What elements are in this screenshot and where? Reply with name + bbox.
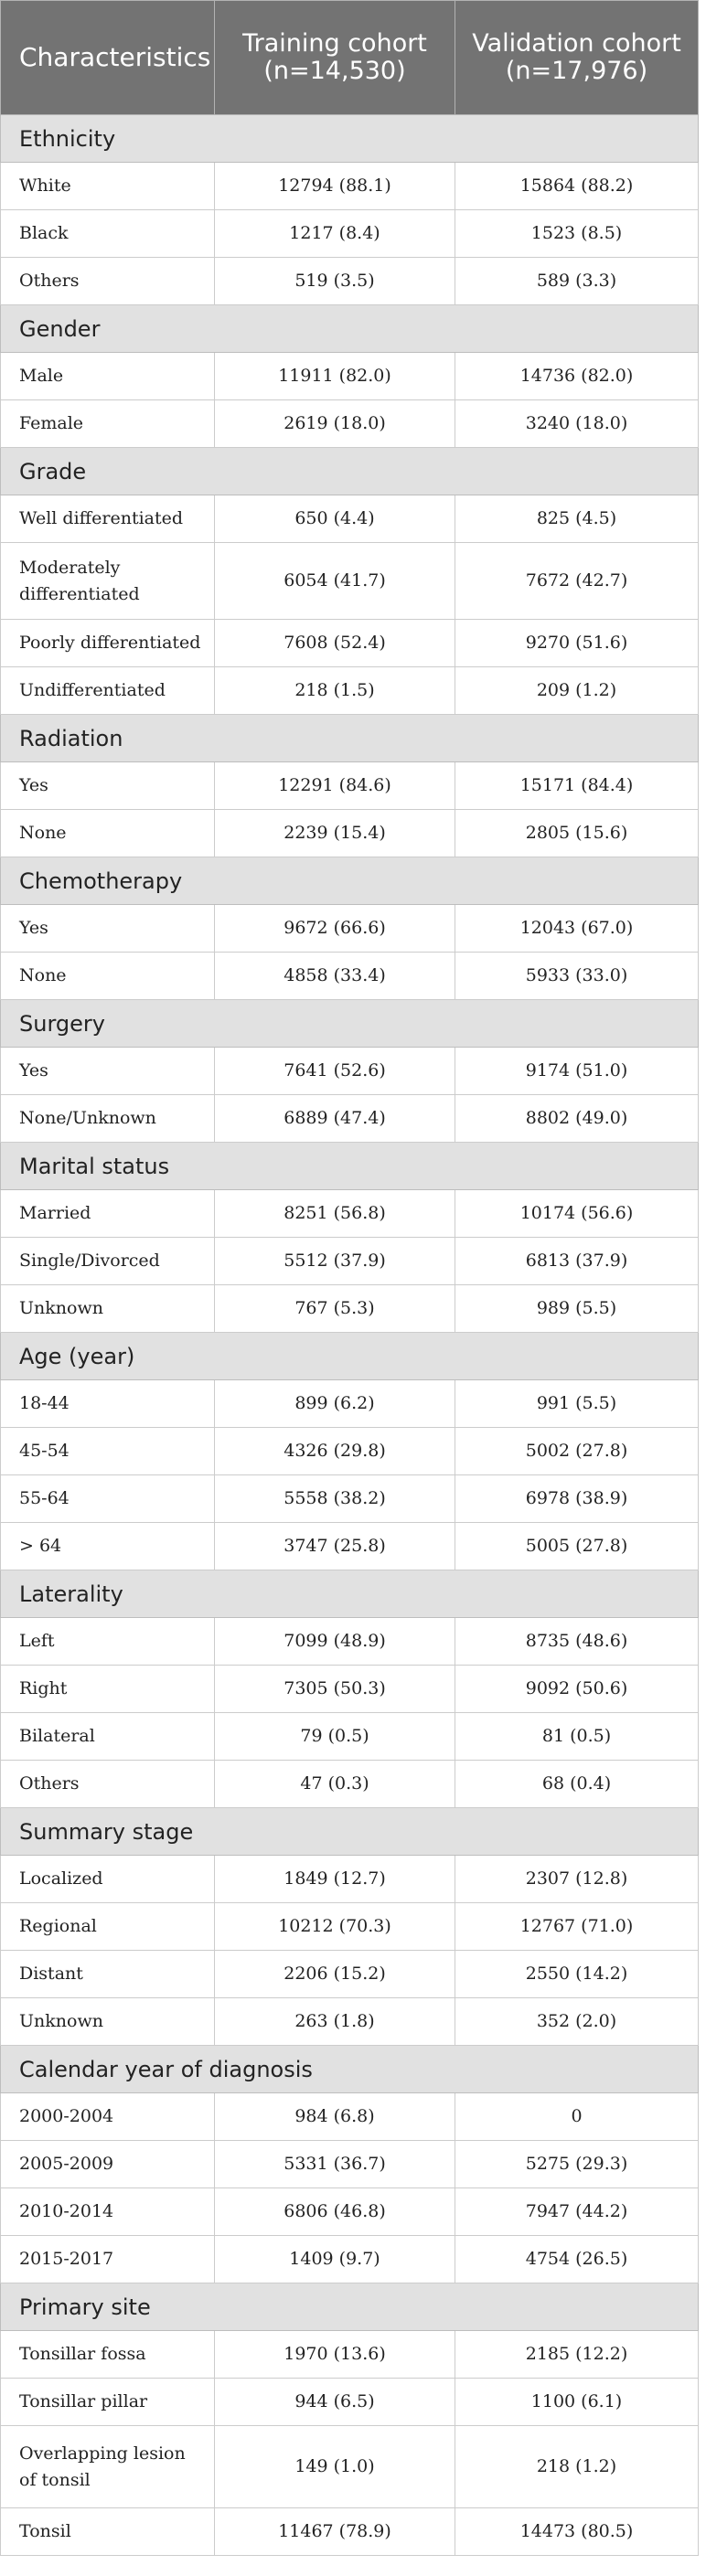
table-row <box>1 2379 699 2426</box>
table-row <box>1 620 699 667</box>
validation-value: 5002 (27.8) <box>455 1428 699 1475</box>
training-value: 263 (1.8) <box>215 1998 455 2046</box>
row-label: > 64 <box>1 1523 215 1570</box>
section-title: Radiation <box>1 715 699 762</box>
row-label: Left <box>1 1618 215 1666</box>
row-label: Tonsil <box>1 2508 215 2556</box>
section-title: Age (year) <box>1 1333 699 1380</box>
table-body <box>1 115 699 2556</box>
validation-value: 12767 (71.0) <box>455 1903 699 1951</box>
header-validation-cohort: Validation cohort (n=17,976) <box>455 1 699 115</box>
row-label: Others <box>1 258 215 305</box>
validation-value: 10174 (56.6) <box>455 1190 699 1238</box>
training-value: 4858 (33.4) <box>215 953 455 1000</box>
validation-value: 5933 (33.0) <box>455 953 699 1000</box>
section-title: Gender <box>1 305 699 353</box>
validation-value: 4754 (26.5) <box>455 2236 699 2283</box>
training-value: 1217 (8.4) <box>215 210 455 258</box>
training-value: 519 (3.5) <box>215 258 455 305</box>
table-row <box>1 1523 699 1570</box>
row-label: Yes <box>1 762 215 810</box>
training-value: 218 (1.5) <box>215 667 455 715</box>
section-header-row <box>1 305 699 353</box>
validation-value: 352 (2.0) <box>455 1998 699 2046</box>
validation-value: 991 (5.5) <box>455 1380 699 1428</box>
table-row <box>1 2188 699 2236</box>
table-row <box>1 1048 699 1095</box>
row-label: Tonsillar pillar <box>1 2379 215 2426</box>
table-row <box>1 2508 699 2556</box>
validation-value: 14473 (80.5) <box>455 2508 699 2556</box>
row-label: Localized <box>1 1856 215 1903</box>
training-value: 5512 (37.9) <box>215 1238 455 1285</box>
validation-value: 825 (4.5) <box>455 495 699 543</box>
row-label: 2000-2004 <box>1 2093 215 2141</box>
validation-value: 0 <box>455 2093 699 2141</box>
row-label: None <box>1 810 215 857</box>
validation-value: 2185 (12.2) <box>455 2331 699 2379</box>
table-row <box>1 1761 699 1808</box>
row-label: Overlapping lesion of tonsil <box>1 2426 215 2508</box>
section-header-row <box>1 448 699 495</box>
training-value: 1849 (12.7) <box>215 1856 455 1903</box>
training-value: 7305 (50.3) <box>215 1666 455 1713</box>
row-label: 45-54 <box>1 1428 215 1475</box>
table-row <box>1 163 699 210</box>
table-row <box>1 1666 699 1713</box>
row-label: White <box>1 163 215 210</box>
training-value: 7641 (52.6) <box>215 1048 455 1095</box>
training-value: 10212 (70.3) <box>215 1903 455 1951</box>
validation-value: 2307 (12.8) <box>455 1856 699 1903</box>
row-label: Undifferentiated <box>1 667 215 715</box>
training-value: 2619 (18.0) <box>215 400 455 448</box>
table-row <box>1 2331 699 2379</box>
row-label: 18-44 <box>1 1380 215 1428</box>
training-value: 984 (6.8) <box>215 2093 455 2141</box>
table-row <box>1 1285 699 1333</box>
training-value: 6806 (46.8) <box>215 2188 455 2236</box>
training-value: 944 (6.5) <box>215 2379 455 2426</box>
validation-value: 6978 (38.9) <box>455 1475 699 1523</box>
row-label: Black <box>1 210 215 258</box>
row-label: Yes <box>1 905 215 953</box>
table-row <box>1 1618 699 1666</box>
training-value: 1970 (13.6) <box>215 2331 455 2379</box>
table-row <box>1 495 699 543</box>
training-value: 899 (6.2) <box>215 1380 455 1428</box>
validation-value: 1523 (8.5) <box>455 210 699 258</box>
validation-value: 2805 (15.6) <box>455 810 699 857</box>
row-label: Moderately differentiated <box>1 543 215 620</box>
row-label: None <box>1 953 215 1000</box>
section-title: Chemotherapy <box>1 857 699 905</box>
training-value: 6889 (47.4) <box>215 1095 455 1143</box>
section-title: Laterality <box>1 1570 699 1618</box>
row-label: Single/Divorced <box>1 1238 215 1285</box>
section-header-row <box>1 1143 699 1190</box>
table-row <box>1 2236 699 2283</box>
section-title: Grade <box>1 448 699 495</box>
row-label: Tonsillar fossa <box>1 2331 215 2379</box>
section-header-row <box>1 1000 699 1048</box>
table-row <box>1 905 699 953</box>
validation-value: 9270 (51.6) <box>455 620 699 667</box>
table-row <box>1 1856 699 1903</box>
training-value: 149 (1.0) <box>215 2426 455 2508</box>
row-label: Poorly differentiated <box>1 620 215 667</box>
table-row <box>1 1190 699 1238</box>
training-value: 4326 (29.8) <box>215 1428 455 1475</box>
validation-value: 15864 (88.2) <box>455 163 699 210</box>
table-row <box>1 353 699 400</box>
row-label: Female <box>1 400 215 448</box>
table-row <box>1 1095 699 1143</box>
row-label: Yes <box>1 1048 215 1095</box>
validation-value: 218 (1.2) <box>455 2426 699 2508</box>
section-header-row <box>1 1333 699 1380</box>
table-row <box>1 1951 699 1998</box>
table-row <box>1 2426 699 2508</box>
training-value: 7099 (48.9) <box>215 1618 455 1666</box>
validation-value: 9174 (51.0) <box>455 1048 699 1095</box>
row-label: Unknown <box>1 1998 215 2046</box>
table-row <box>1 1713 699 1761</box>
validation-value: 6813 (37.9) <box>455 1238 699 1285</box>
row-label: Well differentiated <box>1 495 215 543</box>
training-value: 79 (0.5) <box>215 1713 455 1761</box>
row-label: Others <box>1 1761 215 1808</box>
section-title: Primary site <box>1 2283 699 2331</box>
validation-value: 68 (0.4) <box>455 1761 699 1808</box>
header-training-cohort: Training cohort (n=14,530) <box>215 1 455 115</box>
row-label: Unknown <box>1 1285 215 1333</box>
validation-value: 14736 (82.0) <box>455 353 699 400</box>
section-header-row <box>1 115 699 163</box>
training-value: 11467 (78.9) <box>215 2508 455 2556</box>
section-header-row <box>1 2283 699 2331</box>
table-row <box>1 543 699 620</box>
table-row <box>1 810 699 857</box>
row-label: 2015-2017 <box>1 2236 215 2283</box>
training-value: 5558 (38.2) <box>215 1475 455 1523</box>
training-value: 47 (0.3) <box>215 1761 455 1808</box>
row-label: 2005-2009 <box>1 2141 215 2188</box>
table-row <box>1 2093 699 2141</box>
section-title: Surgery <box>1 1000 699 1048</box>
table-row <box>1 1998 699 2046</box>
training-value: 3747 (25.8) <box>215 1523 455 1570</box>
validation-value: 9092 (50.6) <box>455 1666 699 1713</box>
table-row <box>1 1380 699 1428</box>
section-title: Marital status <box>1 1143 699 1190</box>
training-value: 5331 (36.7) <box>215 2141 455 2188</box>
training-value: 2206 (15.2) <box>215 1951 455 1998</box>
training-value: 650 (4.4) <box>215 495 455 543</box>
validation-value: 5275 (29.3) <box>455 2141 699 2188</box>
table-row <box>1 953 699 1000</box>
section-header-row <box>1 2046 699 2093</box>
validation-value: 7672 (42.7) <box>455 543 699 620</box>
header-row <box>1 1 699 115</box>
table-row <box>1 258 699 305</box>
row-label: Regional <box>1 1903 215 1951</box>
validation-value: 15171 (84.4) <box>455 762 699 810</box>
validation-value: 589 (3.3) <box>455 258 699 305</box>
training-value: 6054 (41.7) <box>215 543 455 620</box>
training-value: 2239 (15.4) <box>215 810 455 857</box>
section-header-row <box>1 1808 699 1856</box>
table-row <box>1 667 699 715</box>
row-label: 2010-2014 <box>1 2188 215 2236</box>
validation-value: 2550 (14.2) <box>455 1951 699 1998</box>
section-header-row <box>1 715 699 762</box>
table-row <box>1 1238 699 1285</box>
validation-value: 5005 (27.8) <box>455 1523 699 1570</box>
table-row <box>1 1475 699 1523</box>
row-label: Married <box>1 1190 215 1238</box>
row-label: Right <box>1 1666 215 1713</box>
validation-value: 81 (0.5) <box>455 1713 699 1761</box>
validation-value: 3240 (18.0) <box>455 400 699 448</box>
validation-value: 989 (5.5) <box>455 1285 699 1333</box>
table-row <box>1 400 699 448</box>
table-row <box>1 1903 699 1951</box>
training-value: 9672 (66.6) <box>215 905 455 953</box>
table-row <box>1 2141 699 2188</box>
section-title: Summary stage <box>1 1808 699 1856</box>
section-header-row <box>1 857 699 905</box>
row-label: Distant <box>1 1951 215 1998</box>
table-row <box>1 762 699 810</box>
section-title: Calendar year of diagnosis <box>1 2046 699 2093</box>
validation-value: 8735 (48.6) <box>455 1618 699 1666</box>
training-value: 12291 (84.6) <box>215 762 455 810</box>
table-row <box>1 1428 699 1475</box>
validation-value: 12043 (67.0) <box>455 905 699 953</box>
validation-value: 7947 (44.2) <box>455 2188 699 2236</box>
section-header-row <box>1 1570 699 1618</box>
validation-value: 209 (1.2) <box>455 667 699 715</box>
row-label: None/Unknown <box>1 1095 215 1143</box>
row-label: Male <box>1 353 215 400</box>
validation-value: 1100 (6.1) <box>455 2379 699 2426</box>
validation-value: 8802 (49.0) <box>455 1095 699 1143</box>
section-title: Ethnicity <box>1 115 699 163</box>
training-value: 11911 (82.0) <box>215 353 455 400</box>
training-value: 12794 (88.1) <box>215 163 455 210</box>
row-label: Bilateral <box>1 1713 215 1761</box>
table-row <box>1 210 699 258</box>
training-value: 767 (5.3) <box>215 1285 455 1333</box>
training-value: 7608 (52.4) <box>215 620 455 667</box>
training-value: 8251 (56.8) <box>215 1190 455 1238</box>
training-value: 1409 (9.7) <box>215 2236 455 2283</box>
header-characteristics: Characteristics <box>1 1 215 115</box>
row-label: 55-64 <box>1 1475 215 1523</box>
